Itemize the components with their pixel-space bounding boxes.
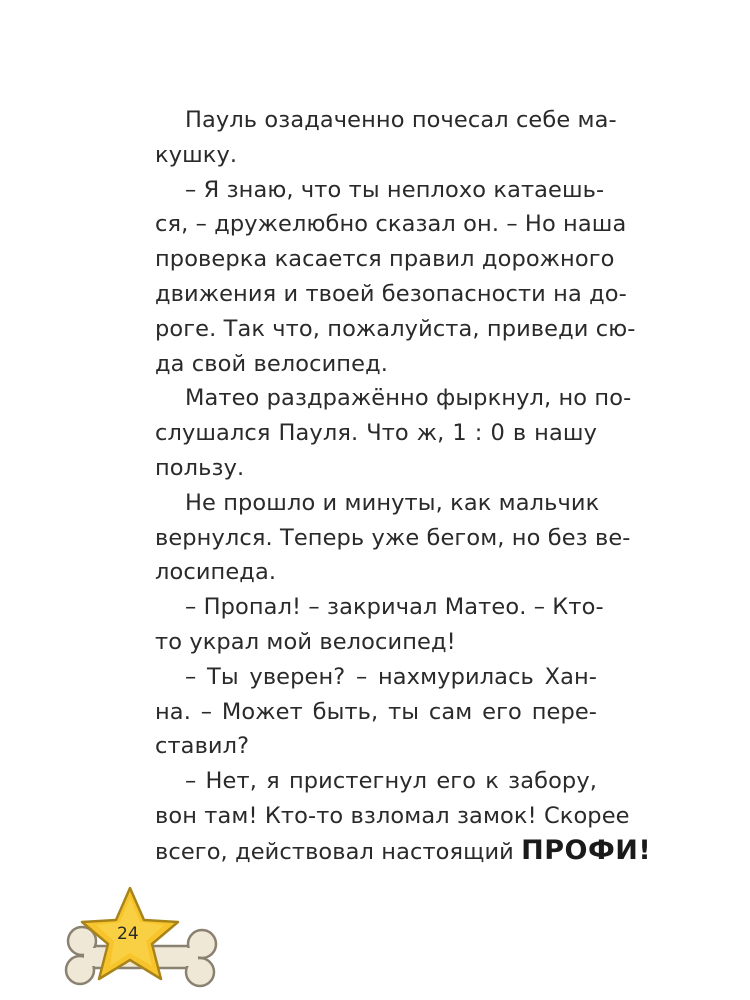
text-line: – Я знаю, что ты неплохо катаешь-: [185, 176, 605, 203]
text-line: вон там! Кто-то взломал замок! Скорее: [155, 802, 630, 829]
text-line: ставил?: [155, 733, 250, 760]
text-line: Матео раздражённо фыркнул, но по-: [185, 385, 632, 412]
final-line-text: всего, действовал настоящий: [155, 838, 514, 865]
page-number: 24: [117, 924, 139, 944]
text-line: проверка касается правил дорожного: [155, 246, 615, 273]
text-line: – Нет, я пристегнул его к забору,: [185, 768, 597, 795]
text-line: слушался Пауля. Что ж, 1 : 0 в нашу: [155, 420, 597, 447]
text-line: роге. Так что, пожалуйста, приведи сю-: [155, 315, 636, 342]
text-line: движения и твоей безопасности на до-: [155, 280, 627, 307]
body-text: [155, 103, 652, 869]
text-line-final: [155, 834, 652, 869]
text-line: на. – Может быть, ты сам его пере-: [155, 698, 597, 725]
emphasis-word: ПРОФИ!: [521, 834, 652, 866]
text-line: лосипеда.: [155, 559, 277, 586]
text-line: – Пропал! – закричал Матео. – Кто-: [185, 594, 604, 621]
text-line: то украл мой велосипед!: [155, 628, 456, 655]
text-line: кушку.: [155, 141, 238, 168]
text-line: Не прошло и минуты, как мальчик: [185, 489, 600, 516]
text-line: ся, – дружелюбно сказал он. – Но наша: [155, 211, 627, 238]
text-line: вернулся. Теперь уже бегом, но без ве-: [155, 524, 631, 551]
star-with-bone-icon: [60, 884, 220, 1000]
text-line: Пауль озадаченно почесал себе ма-: [185, 107, 617, 133]
text-line: – Ты уверен? – нахмурилась Хан-: [185, 663, 597, 690]
text-line: пользу.: [155, 454, 245, 481]
text-line: да свой велосипед.: [155, 350, 388, 377]
